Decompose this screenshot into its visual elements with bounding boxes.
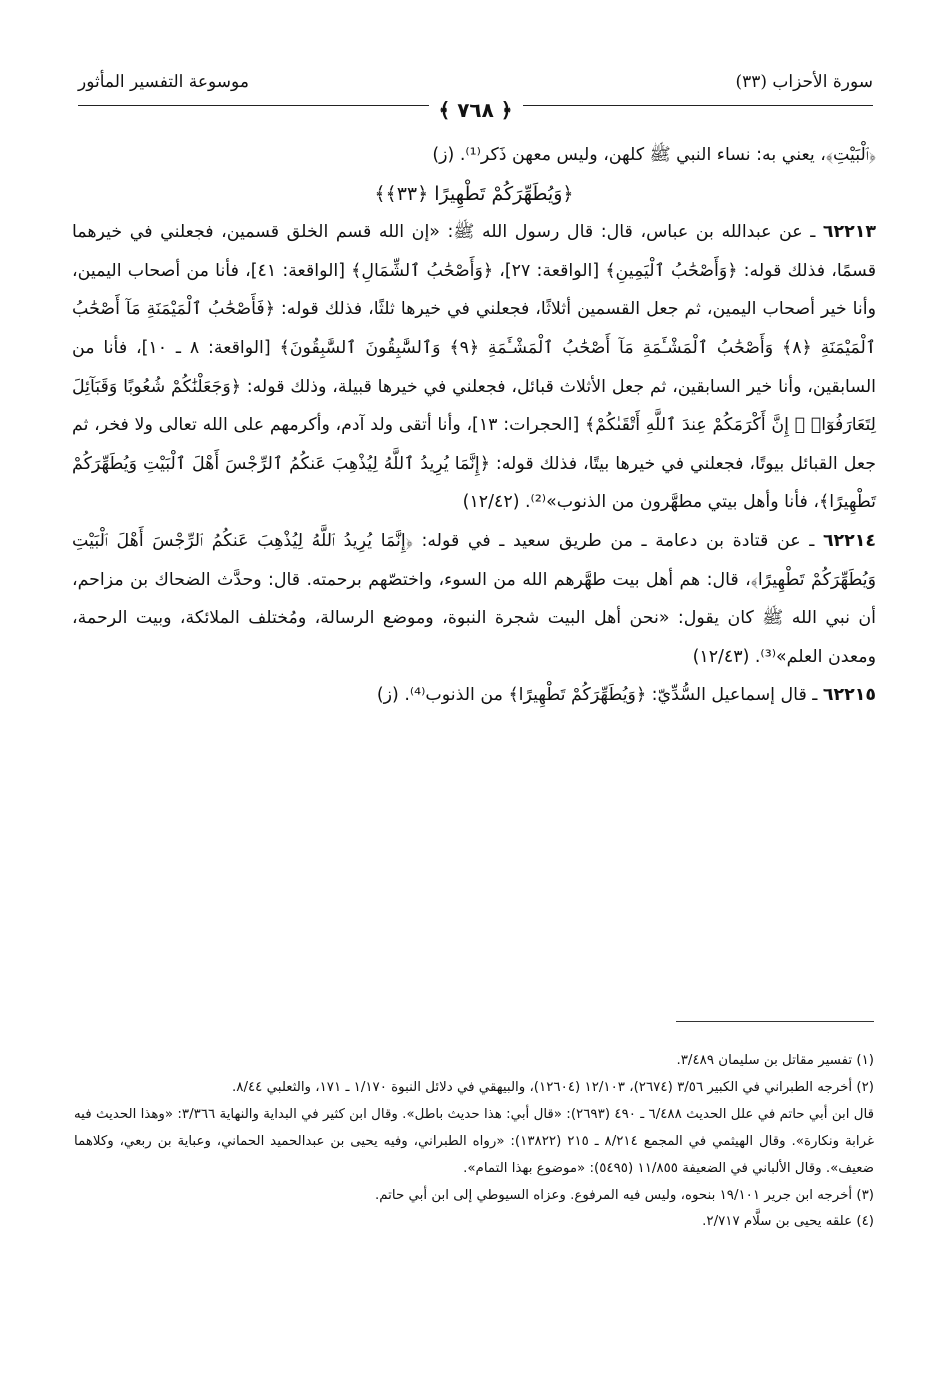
page-number: ﴿ ٧٦٨ ﴾	[429, 98, 523, 122]
surah-title: سورة الأحزاب (٣٣)	[735, 72, 873, 92]
hadith-62213	[72, 213, 876, 522]
hadith-number: ٦٢٢١٣	[822, 222, 876, 243]
footnote-1: (١) تفسير مقاتل بن سليمان ٣/٤٨٩.	[676, 1053, 874, 1068]
footnote-3: (٣) أخرجه ابن جرير ١٩/١٠١ بنحوه، وليس فيه المرفوع. وعزاه السيوطي إلى ابن أبي حاتم.	[374, 1187, 874, 1203]
footnotes	[74, 1048, 874, 1236]
footnote-2-continued: قال ابن أبي حاتم في علل الحديث ٦/٤٨٨ ـ ٤٩٠ (٢٦٩٣): «قال أبي: هذا حديث باطل». وقال ابن كثير في البداية والنهاية ٣/٣٦٦: «وهذا الحديث فيه غرابة ونكارة». وقال الهيثمي في المجمع ٨/٢١٤ ـ ٢١٥ (١٣٨٢٢): «رواه الطبراني، وفيه يحيى بن عبدالحميد الحماني، وعباية بن ربعي، وكلاهما ضعيف». وقال الألباني في الضعيفة ١١/٨٥٥ (٥٤٩٥): «موضوع بهذا التمام».	[74, 1106, 875, 1176]
hadith-text: ـ عن عبدالله بن عباس، قال: قال رسول الله ﷺ: «إن الله قسم الخلق قسمين، فجعلني في خيرهما قسمًا، فذلك قوله: ﴿وَأَصْحَٰبُ ٱلْيَمِينِ﴾ [الواقعة: ٢٧]، ﴿وَأَصْحَٰبُ ٱلشِّمَالِ﴾ [الواقعة: ٤١]، فأنا من أصحاب اليمين، وأنا خير أصحاب اليمين، ثم جعل القسمين أثلاثًا، فجعلني في خيرها ثلثًا، فذلك قوله: ﴿فَأَصْحَٰبُ ٱلْمَيْمَنَةِ مَآ أَصْحَٰبُ ٱلْمَيْمَنَةِ ﴿٨﴾ وَأَصْحَٰبُ ٱلْمَشْـَٔمَةِ مَآ أَصْحَٰبُ ٱلْمَشْـَٔمَةِ ﴿٩﴾ وَٱلسَّٰبِقُونَ ٱلسَّٰبِقُونَ﴾ [الواقعة: ٨ ـ ١٠]، فأنا من السابقين، وأنا خير السابقين، ثم جعل الأثلاث قبائل، فجعلني في خيرها قبيلة، وذلك قوله: ﴿وَجَعَلْنَٰكُمْ شُعُوبًا وَقَبَآئِلَ لِتَعَارَفُوٓا۟ ۚ إِنَّ أَكْرَمَكُمْ عِندَ ٱللَّهِ أَتْقَىٰكُمْ﴾ [الحجرات: ١٣]، وأنا أتقى ولد آدم، وأكرمهم على الله تعالى ولا فخر، ثم جعل القبائل بيوتًا، فجعلني في خيرها بيتًا، فذلك قوله: ﴿إِنَّمَا يُرِيدُ ٱللَّهُ لِيُذْهِبَ عَنكُمُ ٱلرِّجْسَ أَهْلَ ٱلْبَيْتِ وَيُطَهِّرَكُمْ تَطْهِيرًا﴾، فأنا وأهل بيتي مطهَّرون من الذنوب»⁽²⁾. (١٢/٤٢)	[72, 222, 877, 513]
hadith-62215	[72, 676, 876, 715]
hadith-text: ـ عن قتادة بن دعامة ـ من طريق سعيد ـ في قوله: ﴿إِنَّمَا يُرِيدُ ٱللَّهُ لِيُذْهِبَ عَنكُمُ ٱلرِّجْسَ أَهْلَ ٱلْبَيْتِ وَيُطَهِّرَكُمْ تَطْهِيرًا﴾، قال: هم أهل بيت طهَّرهم الله من السوء، واختصّهم برحمته. قال: وحدَّث الضحاك بن مزاحم، أن نبي الله ﷺ كان يقول: «نحن أهل البيت شجرة النبوة، وموضع الرسالة، ومُختلف الملائكة، وبيت الرحمة، ومعدن العلم»⁽³⁾. (١٢/٤٣)	[72, 530, 876, 667]
hadith-62214	[72, 522, 876, 676]
main-text	[72, 136, 876, 715]
page-header	[78, 66, 873, 122]
footnote-4: (٤) علقه يحيى بن سلَّام ٢/٧١٧.	[702, 1214, 874, 1230]
footnote-divider	[676, 1021, 874, 1022]
hadith-number: ٦٢٢١٥	[822, 685, 876, 706]
book-title: موسوعة التفسير المأثور	[78, 72, 249, 92]
footnote-2: (٢) أخرجه الطبراني في الكبير ٣/٥٦ (٢٦٧٤)، ١٢/١٠٣ (١٢٦٠٤)، والبيهقي في دلائل النبوة ١/١٧٠ ـ ١٧١، والثعلبي ٨/٤٤.	[232, 1079, 874, 1095]
ayah-heading: ﴿وَيُطَهِّرَكُمْ تَطْهِيرًا ﴿٣٣﴾﴾	[374, 182, 574, 205]
hadith-text: ـ قال إسماعيل السُّدِّيّ: ﴿وَيُطَهِّرَكُمْ تَطْهِيرًا﴾ من الذنوب⁽⁴⁾. (ز)	[376, 685, 818, 706]
hadith-number: ٦٢٢١٤	[822, 530, 877, 551]
intro-paragraph: ﴿ٱلْبَيْتِ﴾، يعني به: نساء النبي ﷺ كلهن، وليس معهن ذَكر⁽¹⁾. (ز)	[432, 145, 876, 165]
